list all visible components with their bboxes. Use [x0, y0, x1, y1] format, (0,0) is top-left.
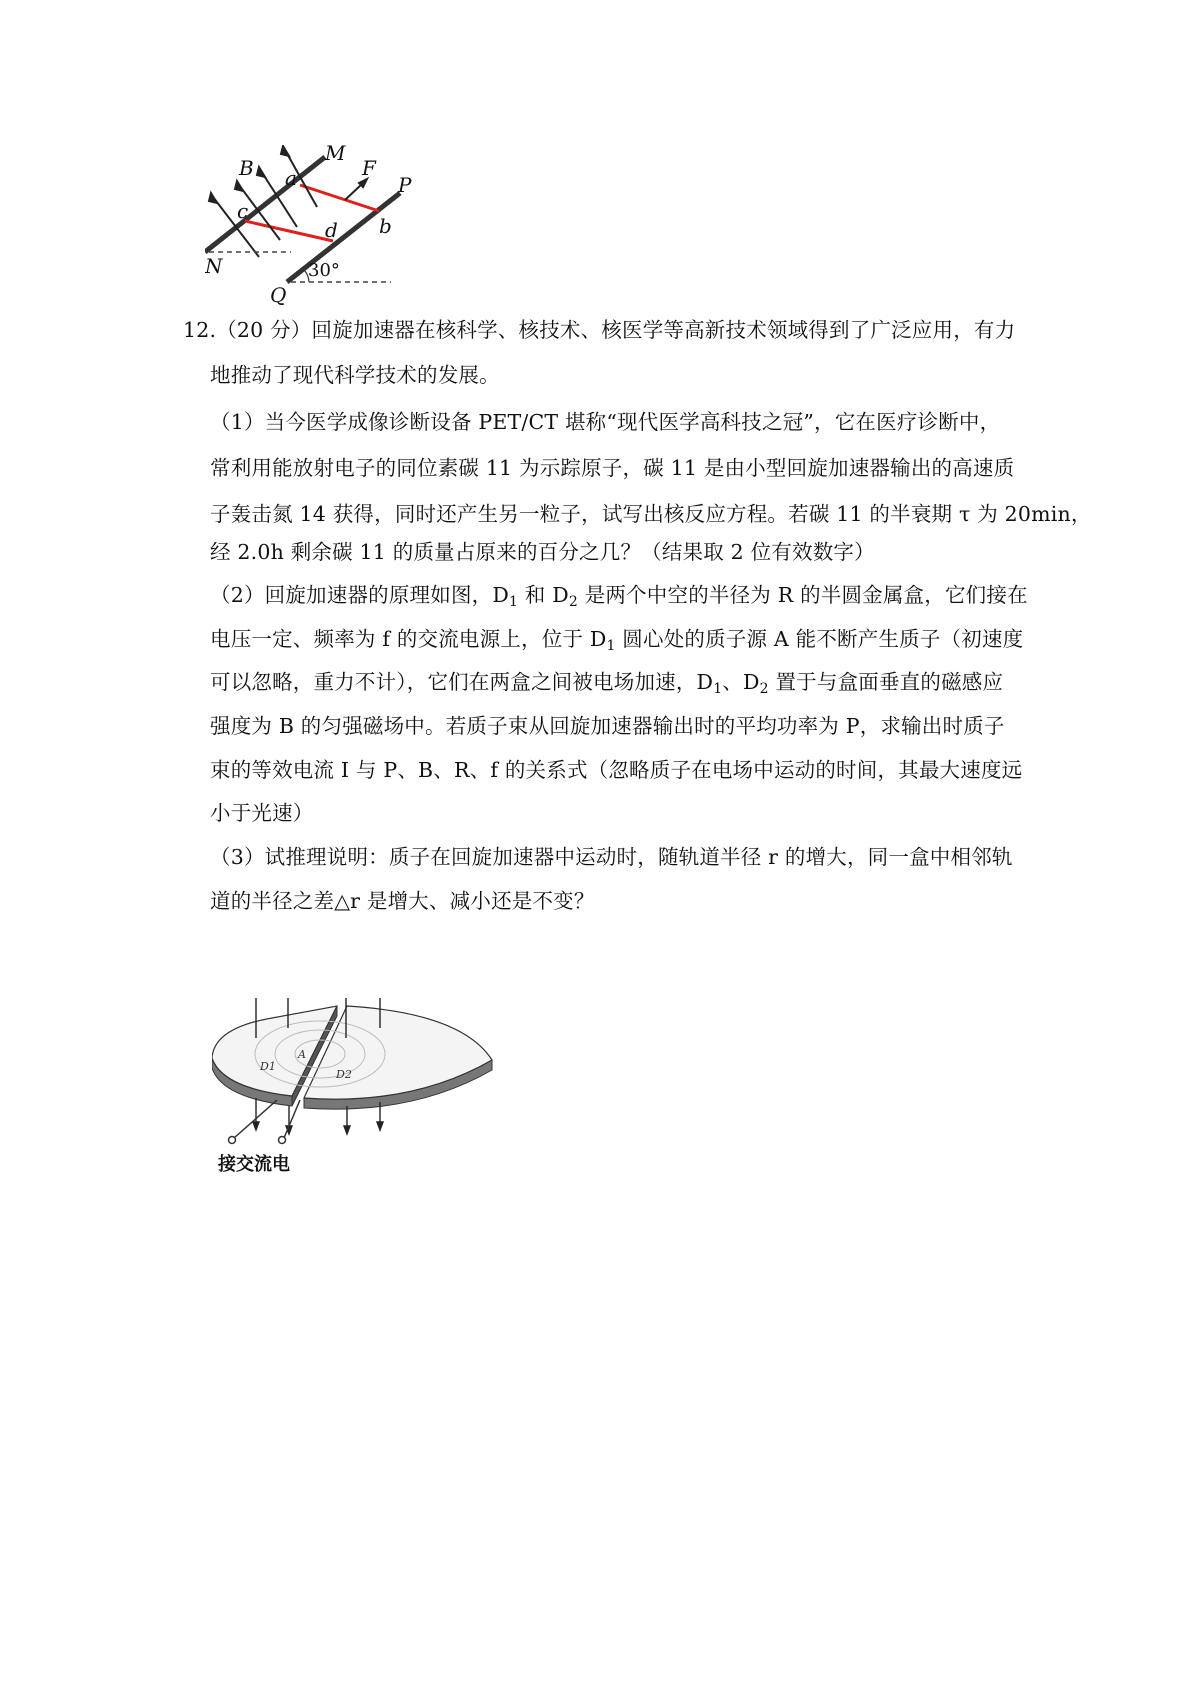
ac-terminals	[212, 1100, 332, 1180]
question-line-8: 电压一定、频率为 f 的交流电源上，位于 $D_1$ 圆心处的质子源 A 能不断产生质子（初速度	[210, 627, 1024, 654]
label-c: c	[237, 199, 249, 223]
question-line-14: 道的半径之差△r 是增大、减小还是不变？	[210, 889, 595, 913]
label-Q: Q	[270, 283, 287, 305]
question-line-10: 强度为 B 的匀强磁场中。若质子束从回旋加速器输出时的平均功率为 P，求输出时质子	[210, 714, 1005, 738]
ac-power-caption: 接交流电	[218, 1154, 290, 1175]
question-line-4: 常利用能放射电子的同位素碳 11 为示踪原子，碳 11 是由小型回旋加速器输出的高速质	[210, 456, 1015, 480]
label-a: a	[285, 166, 297, 190]
label-b: b	[379, 214, 392, 238]
magnetic-field-arrows	[209, 146, 317, 257]
question-line-11: 束的等效电流 I 与 P、B、R、f 的关系式（忽略质子在电场中运动的时间，其最大速度远	[210, 758, 1023, 782]
label-M: M	[325, 145, 346, 165]
label-A: A	[298, 1048, 306, 1061]
label-D2: D2	[336, 1068, 352, 1081]
rod-cd	[245, 221, 333, 241]
label-P: P	[398, 173, 412, 197]
label-F: F	[362, 156, 376, 180]
label-d: d	[325, 218, 338, 242]
inclined-rails-figure	[205, 145, 425, 305]
question-line-6: 经 2.0h 剩余碳 11 的质量占原来的百分之几？（结果取 2 位有效数字）	[210, 540, 875, 564]
label-B: B	[239, 156, 254, 180]
rail-MN	[205, 157, 325, 252]
question-line-7: （2）回旋加速器的原理如图，$D_1$ 和 $D_2$ 是两个中空的半径为 R 的半圆金属盒，它们接在	[210, 583, 1028, 610]
question-line-12: 小于光速）	[210, 801, 314, 825]
question-line-1: 12.（20 分）回旋加速器在核科学、核技术、核医学等高新技术领域得到了广泛应用，有力	[183, 318, 1016, 342]
label-D1: D1	[260, 1060, 276, 1073]
question-line-5: 子轰击氮 14 获得，同时还产生另一粒子，试写出核反应方程。若碳 11 的半衰期 τ 为 20min，	[210, 502, 1092, 526]
label-angle: 30°	[308, 260, 340, 281]
question-line-3: （1）当今医学成像诊断设备 PET/CT 堪称“现代医学高科技之冠”，它在医疗诊断中，	[210, 410, 1001, 434]
label-N: N	[205, 254, 223, 278]
question-line-9: 可以忽略，重力不计），它们在两盒之间被电场加速，$D_1$、$D_2$ 置于与盒面垂直的磁感应	[210, 670, 1004, 697]
force-arrow	[345, 179, 367, 200]
question-line-13: （3）试推理说明：质子在回旋加速器中运动时，随轨道半径 r 的增大，同一盒中相邻轨	[210, 845, 1013, 869]
question-line-2: 地推动了现代科学技术的发展。	[210, 363, 500, 387]
